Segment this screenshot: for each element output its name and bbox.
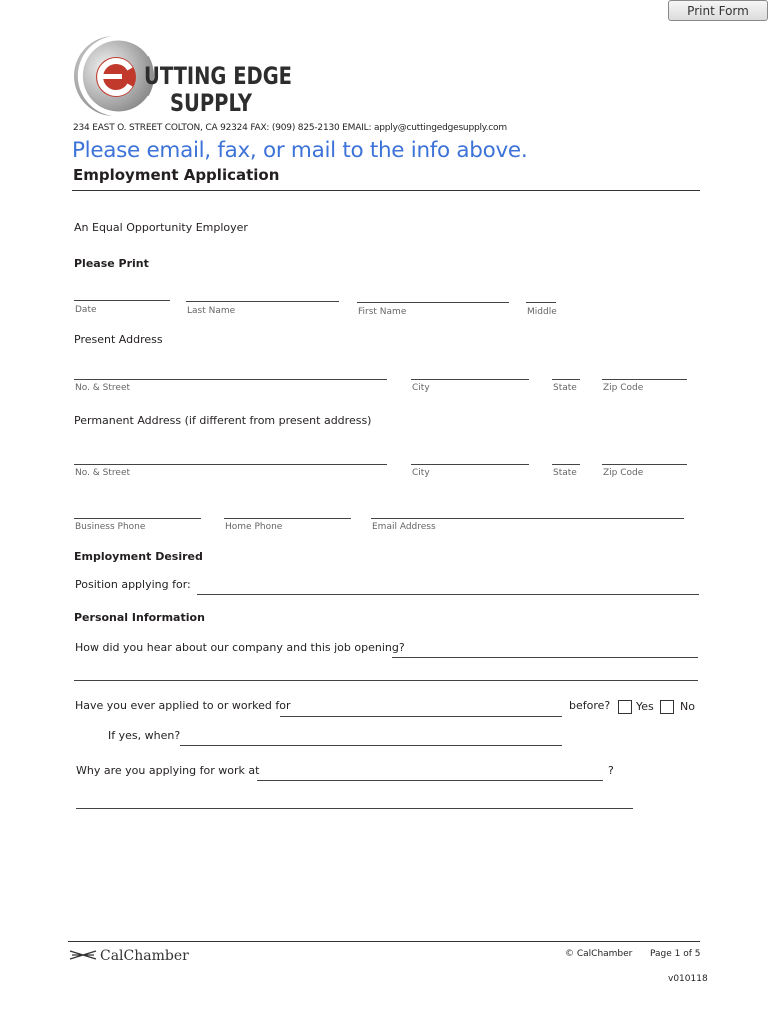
- home-phone-field[interactable]: [224, 518, 351, 519]
- present-state-field[interactable]: [552, 379, 580, 380]
- why-applying-field[interactable]: [76, 808, 633, 809]
- page-number: Page 1 of 5: [650, 949, 701, 959]
- yes-checkbox[interactable]: [618, 700, 632, 714]
- permanent-zip-caption: Zip Code: [603, 468, 644, 478]
- permanent-street-caption: No. & Street: [75, 468, 131, 478]
- print-form-button[interactable]: Print Form: [668, 0, 768, 21]
- position-field[interactable]: [197, 594, 699, 595]
- present-city-caption: City: [412, 383, 430, 393]
- first-name-caption: First Name: [358, 307, 407, 317]
- hear-about-field-line2[interactable]: [74, 680, 698, 681]
- company-name-field[interactable]: [280, 716, 562, 717]
- present-address-heading: Present Address: [74, 333, 163, 346]
- personal-information-heading: Personal Information: [74, 611, 205, 624]
- logo-line2: SUPPLY: [170, 89, 253, 117]
- employment-desired-heading: Employment Desired: [74, 550, 203, 563]
- if-yes-label: If yes, when?: [108, 729, 181, 742]
- applied-before-label: Have you ever applied to or worked for: [75, 699, 291, 712]
- company-address: 234 EAST O. STREET COLTON, CA 92324 FAX: (909) 825-2130 EMAIL: apply@cuttingedgesupply.com: [73, 123, 507, 133]
- permanent-city-caption: City: [412, 468, 430, 478]
- calchamber-brand: CalChamber: [100, 948, 189, 964]
- present-state-caption: State: [553, 383, 577, 393]
- permanent-address-heading: Permanent Address (if different from present address): [74, 414, 372, 427]
- hear-about-label: How did you hear about our company and this job opening?: [75, 641, 405, 654]
- question-mark: ?: [608, 764, 614, 777]
- date-caption: Date: [75, 305, 97, 315]
- no-label: No: [680, 700, 695, 713]
- hear-about-field[interactable]: [392, 657, 698, 658]
- position-label: Position applying for:: [75, 578, 191, 591]
- permanent-state-field[interactable]: [552, 464, 580, 465]
- yes-label: Yes: [636, 700, 654, 713]
- present-zip-caption: Zip Code: [603, 383, 644, 393]
- version-code: v010118: [668, 974, 708, 984]
- permanent-street-field[interactable]: [74, 464, 387, 465]
- permanent-zip-field[interactable]: [602, 464, 687, 465]
- email-caption: Email Address: [372, 522, 436, 532]
- no-checkbox[interactable]: [660, 700, 674, 714]
- middle-name-field[interactable]: [526, 302, 556, 303]
- present-zip-field[interactable]: [602, 379, 687, 380]
- first-name-field[interactable]: [357, 302, 509, 303]
- please-print-label: Please Print: [74, 257, 149, 270]
- present-street-caption: No. & Street: [75, 383, 131, 393]
- permanent-state-caption: State: [553, 468, 577, 478]
- company-logo: [72, 33, 294, 121]
- permanent-city-field[interactable]: [411, 464, 529, 465]
- last-name-field[interactable]: [186, 301, 339, 302]
- email-field[interactable]: [371, 518, 684, 519]
- business-phone-caption: Business Phone: [75, 522, 146, 532]
- before-label: before?: [569, 699, 611, 712]
- calchamber-logo: [68, 943, 198, 965]
- present-city-field[interactable]: [411, 379, 529, 380]
- page-title: Employment Application: [73, 166, 280, 184]
- middle-caption: Middle: [527, 307, 557, 317]
- footer-rule: [68, 941, 700, 942]
- title-rule: [72, 190, 700, 191]
- business-phone-field[interactable]: [74, 518, 201, 519]
- instructions-headline: Please email, fax, or mail to the info above.: [72, 138, 528, 163]
- logo-line1: UTTING EDGE: [144, 62, 292, 90]
- why-company-field[interactable]: [257, 780, 603, 781]
- why-applying-label: Why are you applying for work at: [76, 764, 260, 777]
- last-name-caption: Last Name: [187, 306, 236, 316]
- home-phone-caption: Home Phone: [225, 522, 283, 532]
- copyright-text: © CalChamber: [565, 949, 633, 959]
- date-field[interactable]: [74, 300, 170, 301]
- present-street-field[interactable]: [74, 379, 387, 380]
- eoe-text: An Equal Opportunity Employer: [74, 221, 248, 234]
- if-yes-when-field[interactable]: [180, 745, 562, 746]
